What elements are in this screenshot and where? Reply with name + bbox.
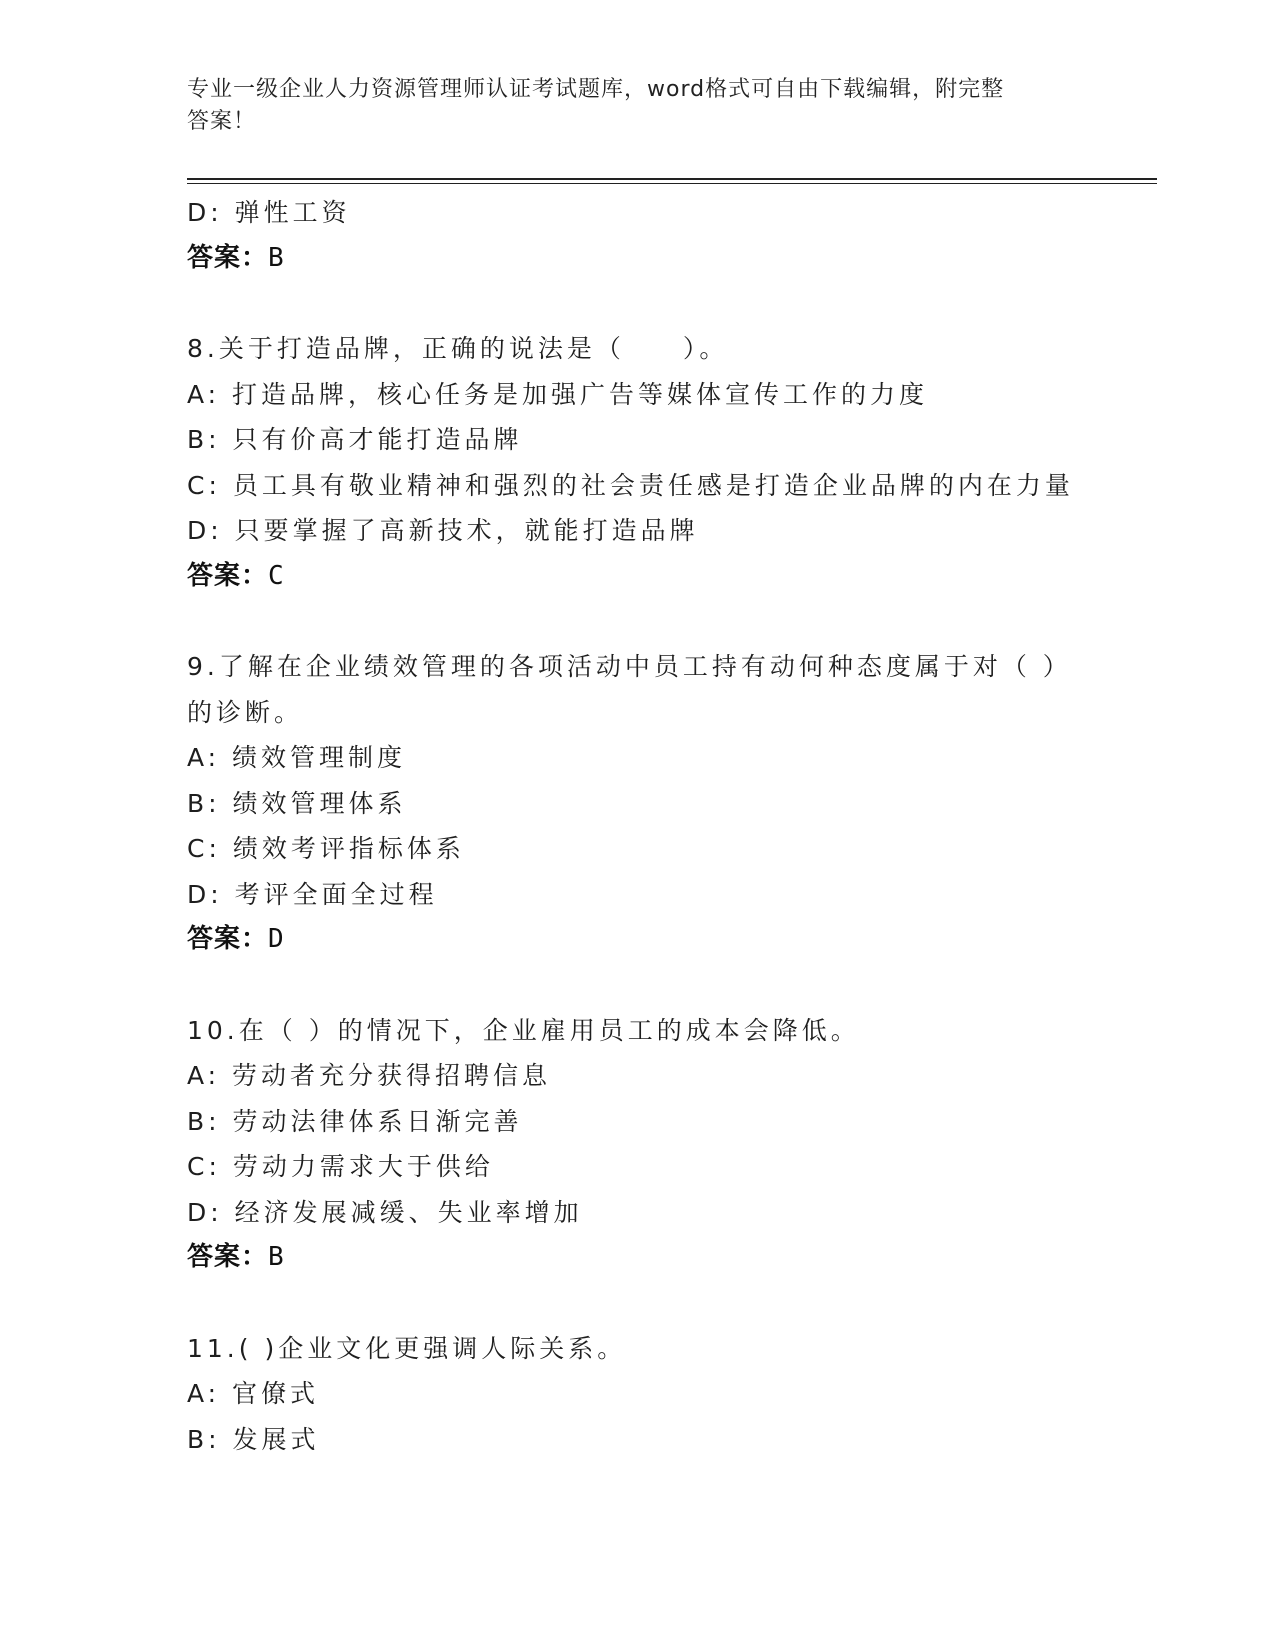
option-b: B: 只有价高才能打造品牌 [187, 425, 523, 454]
option-c: C: 员工具有敬业精神和强烈的社会责任感是打造企业品牌的内在力量 [187, 470, 1074, 500]
header-line-1: 专业一级企业人力资源管理师认证考试题库，word格式可自由下载编辑，附完整 [187, 77, 1005, 102]
option-b: B: 发展式 [187, 1424, 320, 1454]
spacer [187, 281, 1087, 326]
option-a: A: 绩效管理制度 [187, 743, 407, 772]
spacer [187, 963, 1087, 1008]
header-divider-thick [187, 178, 1157, 180]
answer-label: 答案： [187, 560, 269, 591]
option-a: A: 官僚式 [187, 1379, 320, 1408]
answer-label: 答案： [187, 1242, 269, 1272]
question-content [187, 190, 1087, 1462]
answer-value: B [268, 242, 285, 273]
header-line-2: 答案！ [187, 109, 257, 134]
answer-value: C [268, 560, 285, 591]
option-d: D: 只要掌握了高新技术，就能打造品牌 [187, 516, 699, 545]
option-c: C: 劳动力需求大于供给 [187, 1152, 494, 1181]
header-divider-thin [187, 183, 1157, 184]
answer-line [187, 917, 1087, 963]
answer-line [187, 554, 1087, 600]
option-d: D: 经济发展减缓、失业率增加 [187, 1197, 583, 1227]
option-c: C: 绩效考评指标体系 [187, 834, 465, 863]
option-b: B: 劳动法律体系日渐完善 [187, 1106, 523, 1136]
spacer [187, 1281, 1087, 1326]
option-d: D: 考评全面全过程 [187, 879, 438, 909]
page-header [187, 74, 1067, 138]
answer-label: 答案： [187, 924, 269, 954]
answer-value: B [268, 1242, 285, 1272]
question-title: 10.在（ ）的情况下，企业雇用员工的成本会降低。 [187, 1015, 860, 1045]
answer-line [187, 236, 1087, 282]
answer-value: D [268, 924, 285, 954]
spacer [187, 599, 1087, 644]
option-a: A: 打造品牌，核心任务是加强广告等媒体宣传工作的力度 [187, 379, 929, 409]
option-a: A: 劳动者充分获得招聘信息 [187, 1061, 552, 1090]
question-title: 9.了解在企业绩效管理的各项活动中员工持有动何种态度属于对（ ） [187, 652, 1072, 681]
option-d: D: 弹性工资 [187, 198, 351, 227]
question-title: 11.( )企业文化更强调人际关系。 [187, 1333, 627, 1363]
question-title: 8.关于打造品牌，正确的说法是（ ）。 [187, 334, 729, 363]
answer-line [187, 1235, 1087, 1281]
question-title-continued: 的诊断。 [187, 697, 304, 727]
option-b: B: 绩效管理体系 [187, 788, 407, 818]
answer-label: 答案： [187, 242, 269, 273]
